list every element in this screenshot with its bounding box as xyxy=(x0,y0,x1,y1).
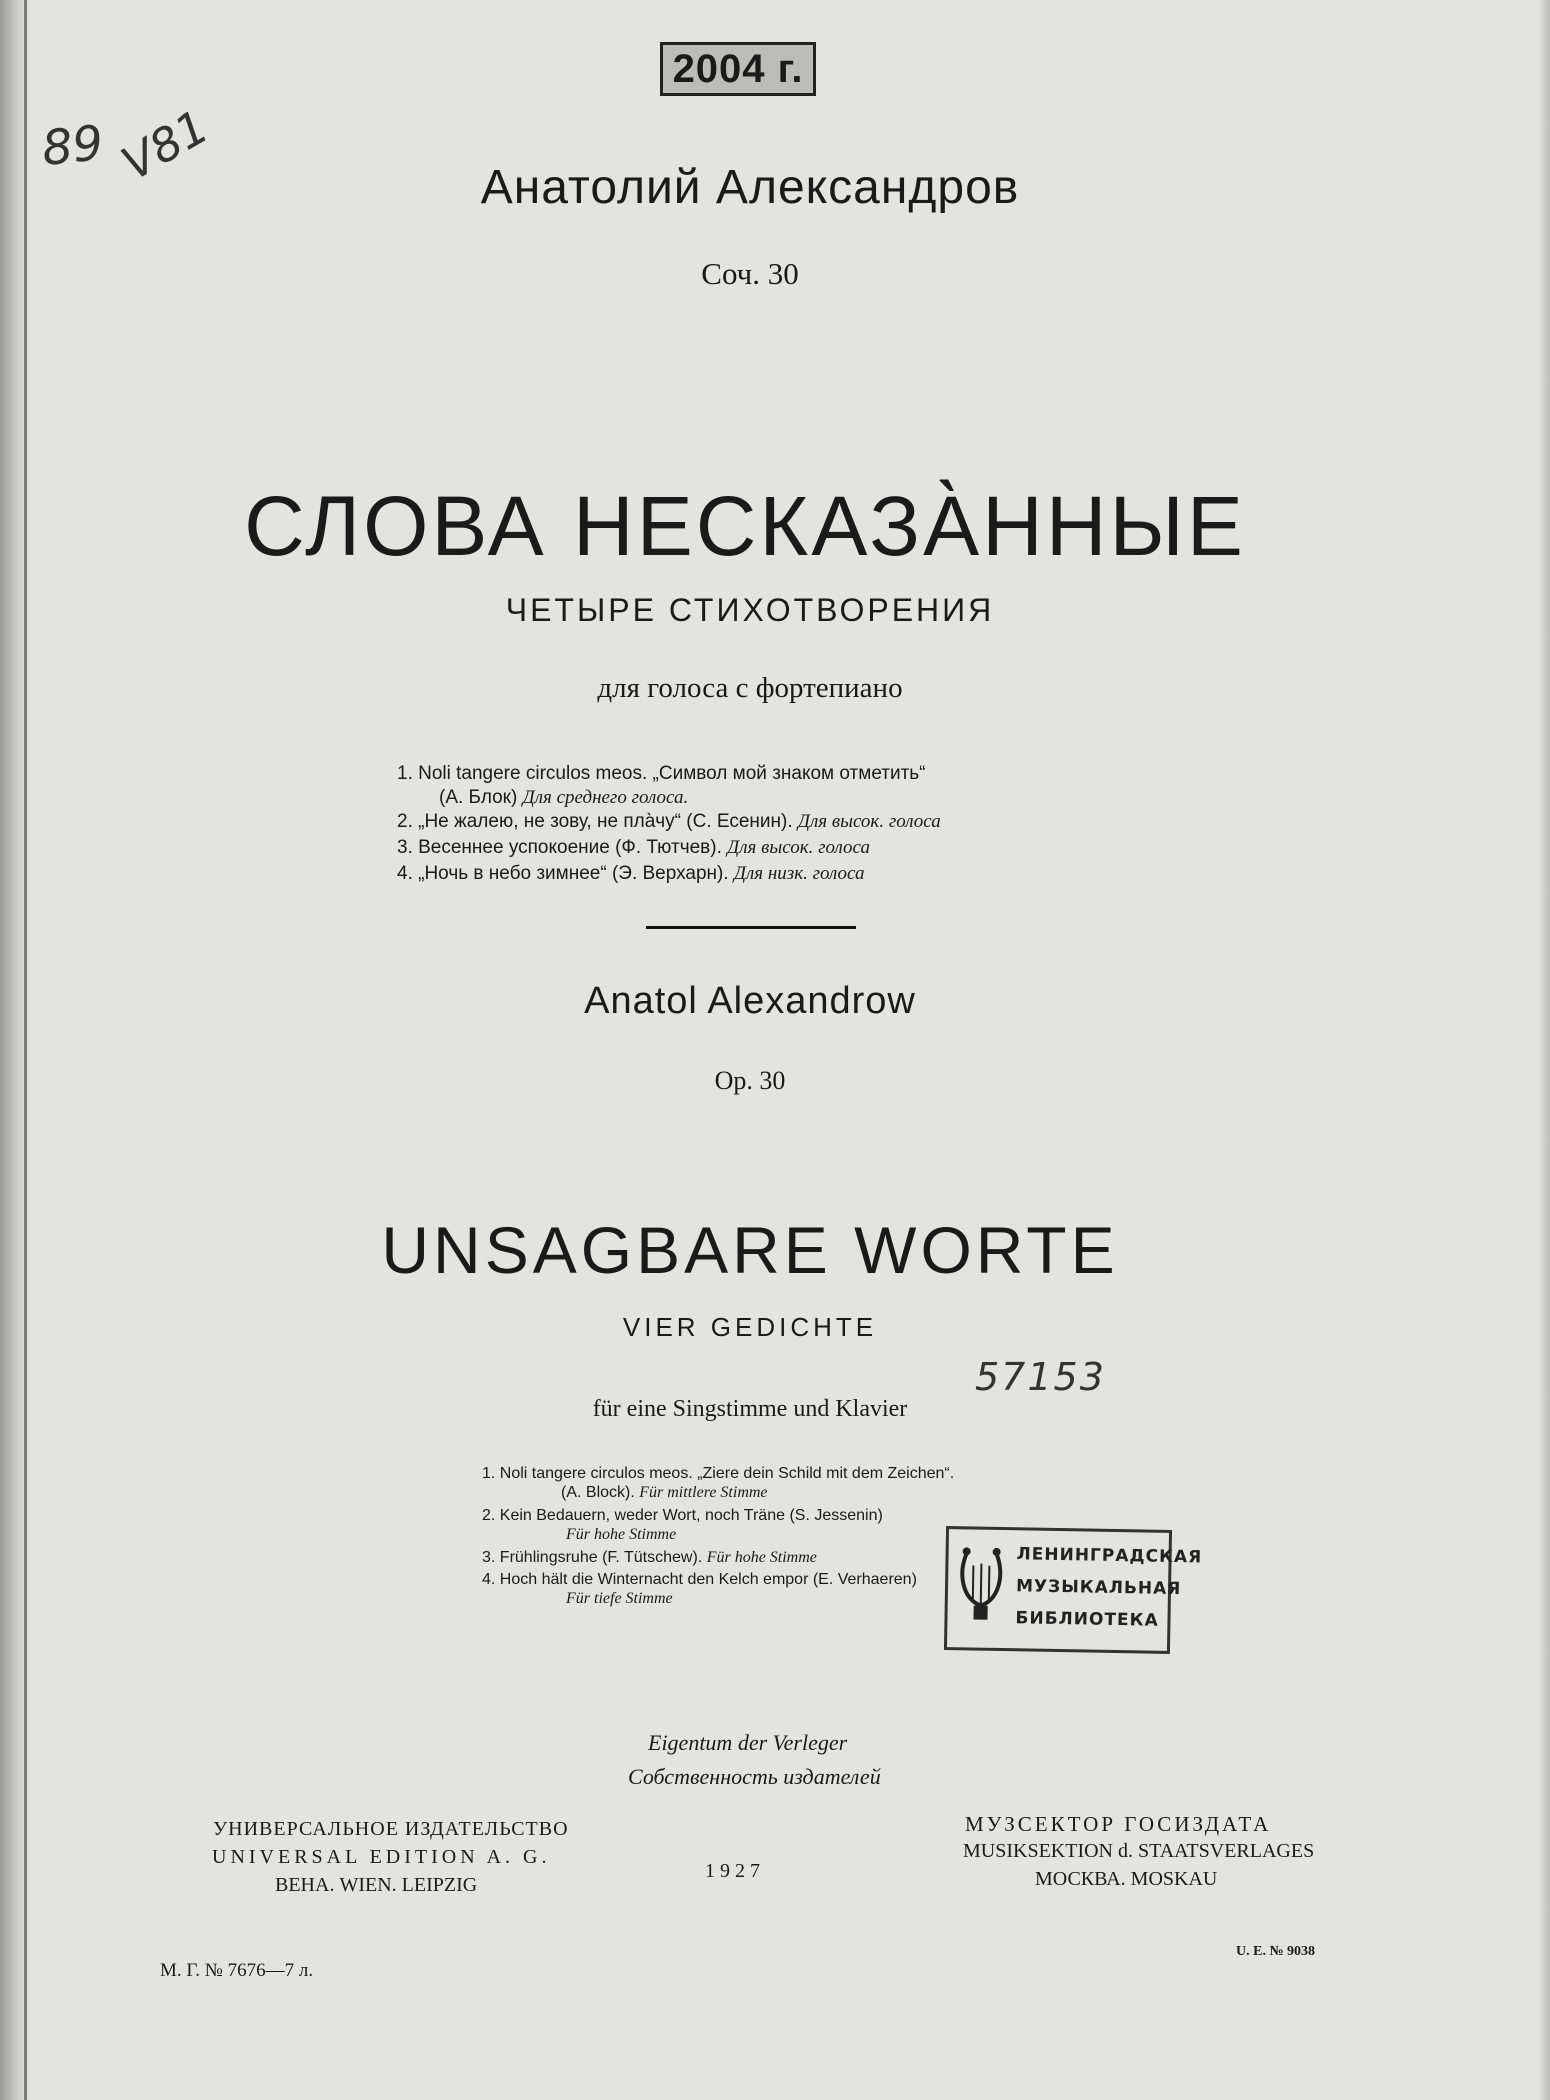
opus-ru: Соч. 30 xyxy=(701,256,799,291)
composer-de: Anatol Alexandrow xyxy=(584,980,916,1022)
handwritten-number: 89 xyxy=(39,114,106,178)
ownership-de: Eigentum der Verleger xyxy=(648,1730,848,1755)
subtitle-ru: ЧЕТЫРЕ СТИХОТВОРЕНИЯ xyxy=(505,592,995,628)
subtitle-de: VIER GEDICHTE xyxy=(622,1312,878,1342)
inventory-number: 57153 xyxy=(975,1355,1106,1399)
song-de-4: 4. Hoch hält die Winternacht den Kelch empor (E. Verhaeren) xyxy=(482,1571,917,1588)
song-de-4-voice: Für tiefe Stimme xyxy=(566,1590,673,1607)
library-stamp xyxy=(944,1526,1203,1654)
accession-label: 2004 г. xyxy=(660,42,816,96)
page-edge-right xyxy=(1538,0,1550,2100)
lyre-icon xyxy=(955,1543,1006,1624)
ownership-ru: Собственность издателей xyxy=(628,1764,881,1789)
publisher-right-2: MUSIKSEKTION d. STAATSVERLAGES xyxy=(963,1840,1315,1862)
divider-rule xyxy=(646,926,856,929)
song-de-2: 2. Kein Bedauern, weder Wort, noch Träne (S. Jessenin) xyxy=(482,1507,883,1524)
stamp-line-1: ЛЕНИНГРАДСКАЯ xyxy=(1016,1544,1203,1568)
handwritten-mark: V81 xyxy=(112,99,218,191)
publisher-right-1: МУЗСЕКТОР ГОСИЗДАТА xyxy=(965,1812,1272,1836)
publication-year: 1 9 2 7 xyxy=(705,1860,760,1882)
song-ru-4: 4. „Ночь в небо зимнее“ (Э. Верхарн). Для низк. голоса xyxy=(397,863,865,884)
binding-fold xyxy=(24,0,27,2100)
song-de-1-cont: (A. Block). Für mittlere Stimme xyxy=(561,1484,768,1501)
stamp-line-3: БИБЛИОТЕКА xyxy=(1015,1608,1159,1631)
publisher-left-3: ВЕНА. WIEN. LEIPZIG xyxy=(275,1874,478,1896)
plate-number-right: U. E. № 9038 xyxy=(1236,1944,1316,1959)
song-ru-3: 3. Весеннее успокоение (Ф. Тютчев). Для высок. голоса xyxy=(397,837,870,858)
song-ru-2: 2. „Не жалею, не зову, не пла̀чу“ (С. Есенин). Для высок. голоса xyxy=(397,811,941,832)
title-ru: СЛОВА НЕСКАЗА̀ННЫЕ xyxy=(244,479,1246,573)
song-de-2-voice: Für hohe Stimme xyxy=(566,1526,677,1543)
opus-de: Op. 30 xyxy=(714,1066,786,1095)
song-ru-1: 1. Noli tangere circulos meos. „Символ мой знаком отметить“ xyxy=(397,763,926,784)
song-ru-1-cont: (А. Блок) Для среднего голоса. xyxy=(439,787,689,808)
scoring-de: für eine Singstimme und Klavier xyxy=(592,1396,908,1422)
publisher-left-2: UNIVERSAL EDITION A. G. xyxy=(212,1846,551,1868)
plate-number-left: М. Г. № 7676—7 л. xyxy=(160,1960,314,1981)
publisher-right-3: МОСКВА. MOSKAU xyxy=(1035,1868,1218,1890)
publisher-left-1: УНИВЕРСАЛЬНОЕ ИЗДАТЕЛЬСТВО xyxy=(213,1818,569,1840)
song-de-1: 1. Noli tangere circulos meos. „Ziere dein Schild mit dem Zeichen“. xyxy=(482,1465,955,1482)
composer-ru: Анатолий Александров xyxy=(480,161,1020,214)
title-de: UNSAGBARE WORTE xyxy=(381,1213,1119,1287)
song-de-3: 3. Frühlingsruhe (F. Tütschew). Für hohe Stimme xyxy=(482,1549,817,1566)
stamp-line-2: МУЗЫКАЛЬНАЯ xyxy=(1015,1576,1182,1600)
scoring-ru: для голоса с фортепиано xyxy=(597,672,903,704)
